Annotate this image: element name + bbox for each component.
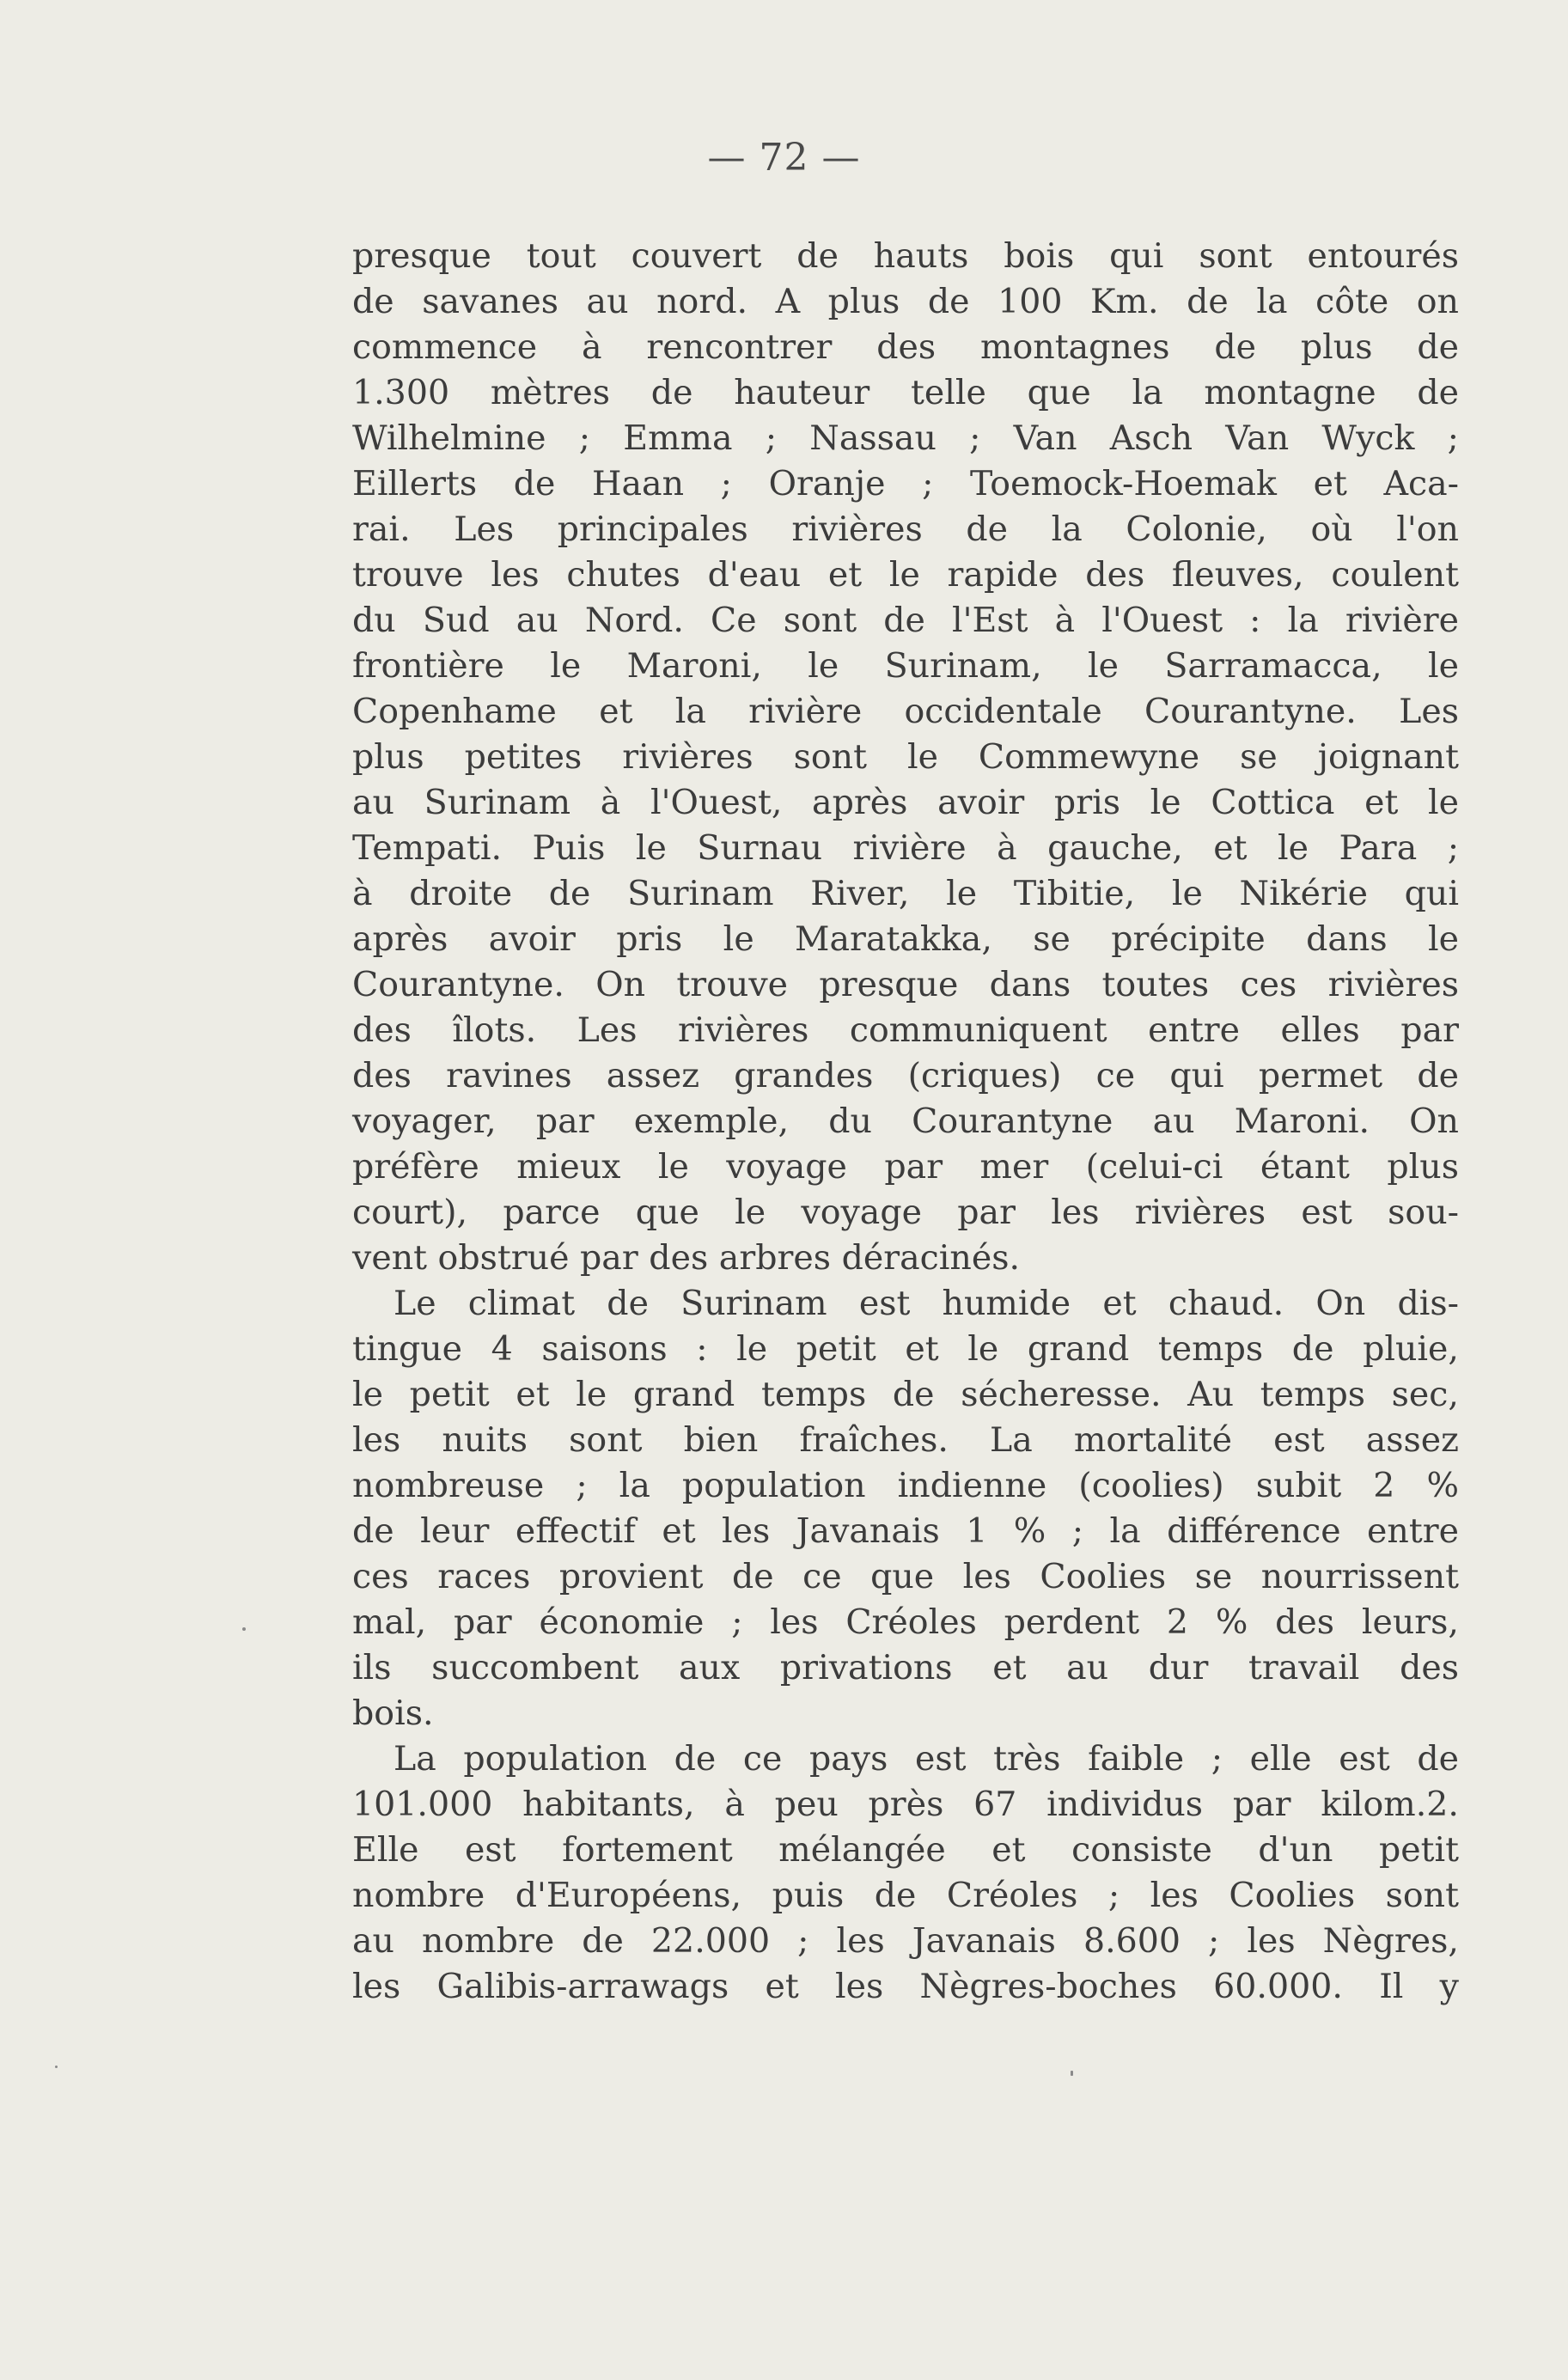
text-line: tingue 4 saisons : le petit et le grand temps de pluie, [352,1329,1459,1369]
text-line: à droite de Surinam River, le Tibitie, le Nikérie qui [352,874,1459,913]
text-line: Le climat de Surinam est humide et chaud. On dis- [394,1284,1459,1323]
text-line: trouve les chutes d'eau et le rapide des fleuves, coulent [352,555,1459,595]
text-line: rai. Les principales rivières de la Colonie, où l'on [352,510,1459,549]
body-text [352,234,1459,2010]
text-line: court), parce que le voyage par les rivières est sou- [352,1193,1459,1232]
text-line: 1.300 mètres de hauteur telle que la montagne de [352,373,1459,412]
text-line: mal, par économie ; les Créoles perdent 2 % des leurs, [352,1602,1459,1642]
text-line: du Sud au Nord. Ce sont de l'Est à l'Ouest : la rivière [352,601,1459,640]
text-line: 101.000 habitants, à peu près 67 individus par kilom.2. [352,1785,1459,1824]
text-line: de leur effectif et les Javanais 1 % ; la différence entre [352,1511,1459,1551]
text-line: des ravines assez grandes (criques) ce qui permet de [352,1056,1459,1095]
text-line: Wilhelmine ; Emma ; Nassau ; Van Asch Van Wyck ; [352,418,1459,458]
text-line: ils succombent aux privations et au dur travail des [352,1648,1459,1687]
text-line: bois. [352,1693,434,1733]
text-line: préfère mieux le voyage par mer (celui-ci étant plus [352,1147,1459,1187]
paragraph-population [352,1736,1459,2010]
text-line: les nuits sont bien fraîches. La mortalité est assez [352,1420,1459,1460]
text-line: Copenhame et la rivière occidentale Courantyne. Les [352,692,1459,731]
text-line: au nombre de 22.000 ; les Javanais 8.600 ; les Nègres, [352,1921,1459,1961]
text-line: Courantyne. On trouve presque dans toutes ces rivières [352,965,1459,1004]
paragraph-rivers [352,234,1459,1281]
text-line: après avoir pris le Maratakka, se précipite dans le [352,919,1459,959]
text-line: frontière le Maroni, le Surinam, le Sarramacca, le [352,646,1459,686]
text-line: presque tout couvert de hauts bois qui sont entourés [352,236,1459,276]
paper-speck [55,2066,58,2068]
text-line: des îlots. Les rivières communiquent entre elles par [352,1010,1459,1050]
text-line: Elle est fortement mélangée et consiste d'un petit [352,1830,1459,1870]
text-line: les Galibis-arrawags et les Nègres-boches 60.000. Il y [352,1967,1459,2006]
page-number: — 72 — [707,136,861,180]
text-line: Tempati. Puis le Surnau rivière à gauche, et le Para ; [352,828,1459,868]
text-line: nombre d'Européens, puis de Créoles ; les Coolies sont [352,1876,1459,1915]
text-line: voyager, par exemple, du Courantyne au Maroni. On [352,1102,1459,1141]
text-line: commence à rencontrer des montagnes de plus de [352,327,1459,367]
text-line: plus petites rivières sont le Commewyne se joignant [352,737,1459,777]
paper-speck [1071,2071,1073,2076]
text-line: nombreuse ; la population indienne (coolies) subit 2 % [352,1466,1459,1505]
text-line: au Surinam à l'Ouest, après avoir pris le Cottica et le [352,783,1459,822]
text-line: ces races provient de ce que les Coolies se nourrissent [352,1557,1459,1596]
text-line: La population de ce pays est très faible ; elle est de [394,1739,1459,1779]
text-line: de savanes au nord. A plus de 100 Km. de la côte on [352,282,1459,321]
paper-speck [242,1627,246,1631]
text-line: Eillerts de Haan ; Oranje ; Toemock-Hoemak et Aca- [352,464,1459,503]
paragraph-climate [352,1281,1459,1736]
text-line: vent obstrué par des arbres déracinés. [352,1238,1021,1278]
text-line: le petit et le grand temps de sécheresse. Au temps sec, [352,1375,1459,1414]
